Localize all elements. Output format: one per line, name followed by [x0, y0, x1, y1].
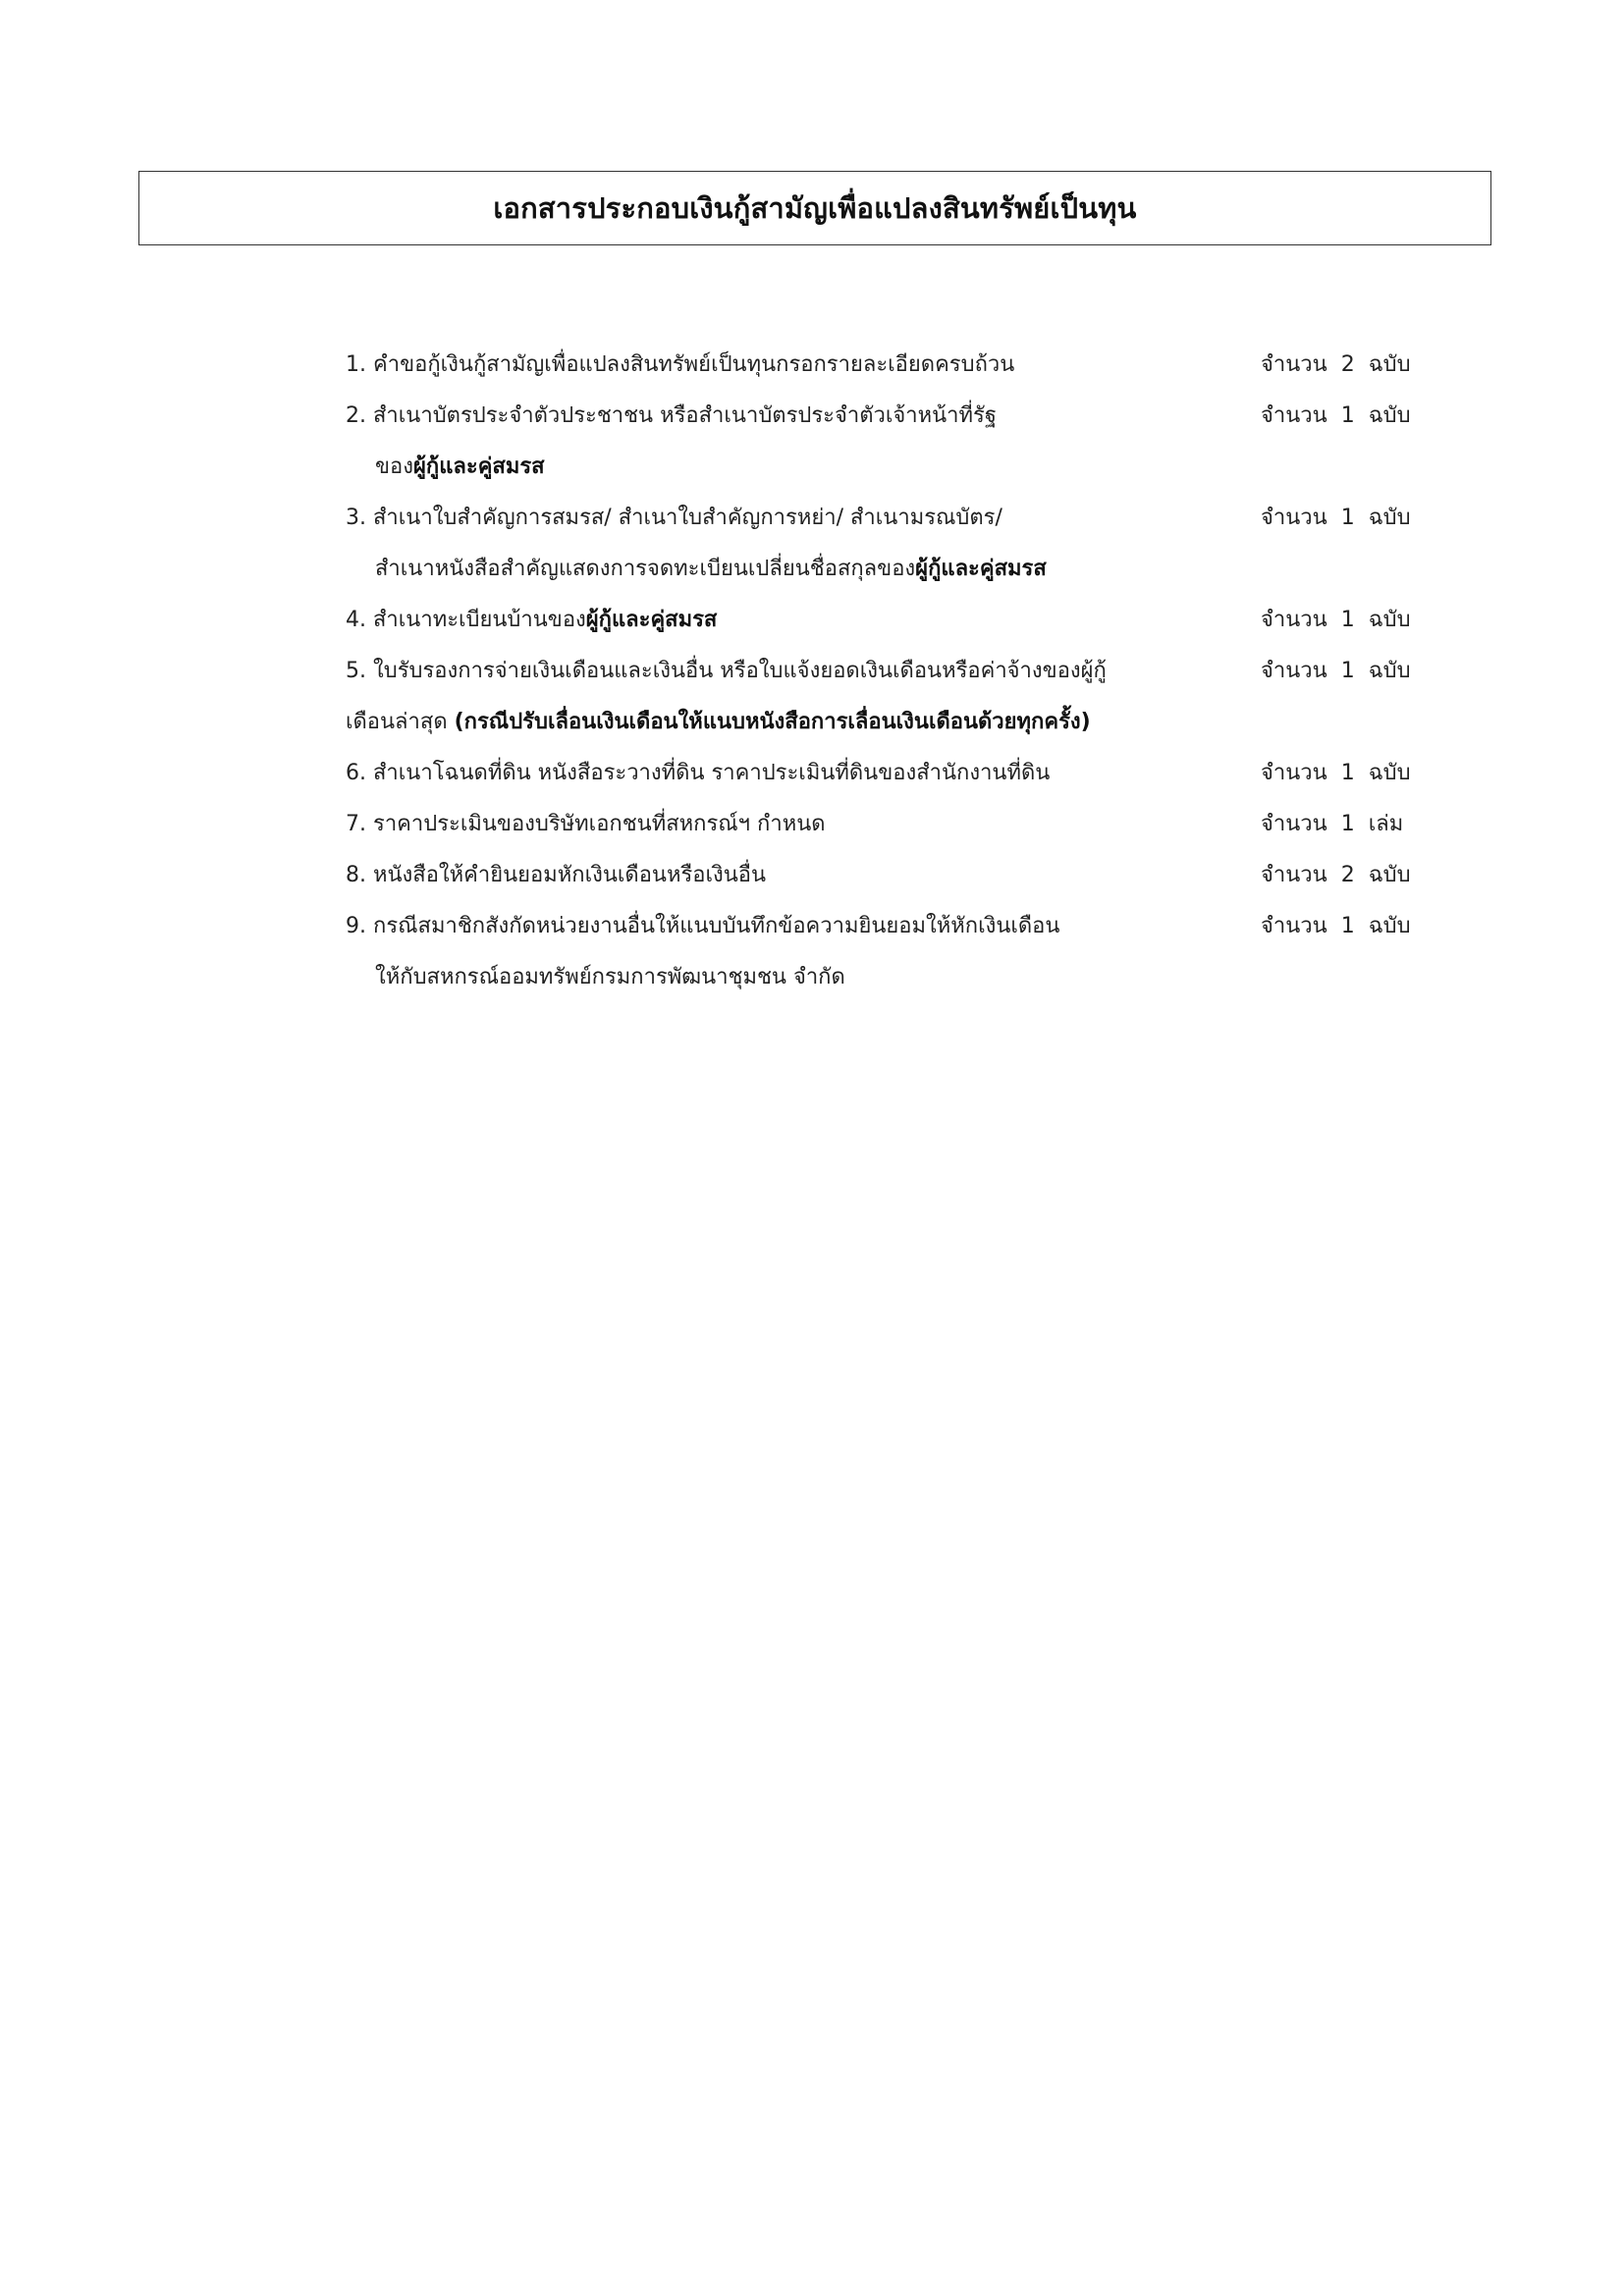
qty-value: 1: [1340, 506, 1355, 530]
qty-unit: ฉบับ: [1368, 352, 1411, 377]
qty-label: จำนวน: [1261, 914, 1327, 938]
item-line: [346, 748, 1435, 799]
continuation-bold-text: ผู้กู้และคู่สมรส: [413, 454, 545, 479]
qty-label: จำนวน: [1261, 506, 1327, 530]
list-item-8: [346, 850, 1435, 901]
continuation-bold-text: (กรณีปรับเลื่อนเงินเดือนให้แนบหนังสือการเลื่อนเงินเดือนด้วยทุกครั้ง): [454, 710, 1091, 734]
qty-unit: ฉบับ: [1368, 914, 1411, 938]
item-number: 7.: [346, 812, 366, 836]
qty-value: 1: [1340, 608, 1355, 632]
document-list: [346, 340, 1435, 1003]
item-quantity: [1261, 850, 1411, 901]
qty-unit: ฉบับ: [1368, 761, 1411, 785]
continuation-text: เดือนล่าสุด: [346, 710, 448, 734]
item-text: กรณีสมาชิกสังกัดหน่วยงานอื่นให้แนบบันทึกข้อความยินยอมให้หักเงินเดือน: [373, 914, 1060, 938]
item-text: ใบรับรองการจ่ายเงินเดือนและเงินอื่น หรือใบแจ้งยอดเงินเดือนหรือค่าจ้างของผู้กู้: [373, 659, 1107, 683]
continuation-text: ของ: [375, 454, 413, 479]
list-item-2: [346, 391, 1435, 493]
qty-value: 1: [1340, 914, 1355, 938]
item-text: คำขอกู้เงินกู้สามัญเพื่อแปลงสินทรัพย์เป็นทุนกรอกรายละเอียดครบถ้วน: [373, 352, 1015, 377]
item-text: ราคาประเมินของบริษัทเอกชนที่สหกรณ์ฯ กำหนด: [373, 812, 826, 836]
list-item-6: [346, 748, 1435, 799]
item-quantity: [1261, 646, 1411, 697]
item-text: สำเนาโฉนดที่ดิน หนังสือระวางที่ดิน ราคาประเมินที่ดินของสำนักงานที่ดิน: [373, 761, 1051, 785]
item-continuation: [346, 952, 1435, 1003]
continuation-text: สำเนาหนังสือสำคัญแสดงการจดทะเบียนเปลี่ยนชื่อสกุลของ: [375, 557, 916, 581]
item-number: 2.: [346, 403, 366, 428]
item-quantity: [1261, 799, 1403, 850]
item-text: สำเนาทะเบียนบ้านของ: [373, 608, 586, 632]
item-number: 9.: [346, 914, 366, 938]
item-quantity: [1261, 340, 1411, 391]
item-continuation: [346, 442, 1435, 493]
item-bold-text: ผู้กู้และคู่สมรส: [585, 608, 718, 632]
item-text: สำเนาบัตรประจำตัวประชาชน หรือสำเนาบัตรประจำตัวเจ้าหน้าที่รัฐ: [373, 403, 997, 428]
list-item-3: [346, 493, 1435, 595]
continuation-bold-text: ผู้กู้และคู่สมรส: [915, 557, 1047, 581]
qty-unit: ฉบับ: [1368, 403, 1411, 428]
qty-label: จำนวน: [1261, 659, 1327, 683]
qty-label: จำนวน: [1261, 863, 1327, 887]
item-line: [346, 595, 1435, 646]
qty-value: 1: [1340, 761, 1355, 785]
item-number: 1.: [346, 352, 366, 377]
continuation-text: ให้กับสหกรณ์ออมทรัพย์กรมการพัฒนาชุมชน จำกัด: [375, 965, 845, 989]
qty-value: 1: [1340, 812, 1355, 836]
qty-unit: ฉบับ: [1368, 506, 1411, 530]
list-item-7: [346, 799, 1435, 850]
qty-label: จำนวน: [1261, 761, 1327, 785]
qty-value: 1: [1340, 403, 1355, 428]
qty-label: จำนวน: [1261, 608, 1327, 632]
item-continuation: [346, 697, 1435, 748]
item-number: 6.: [346, 761, 366, 785]
item-text: หนังสือให้คำยินยอมหักเงินเดือนหรือเงินอื่น: [373, 863, 767, 887]
title-box: [138, 171, 1491, 245]
item-line: [346, 646, 1435, 697]
qty-label: จำนวน: [1261, 403, 1327, 428]
item-line: [346, 850, 1435, 901]
item-line: [346, 901, 1435, 952]
item-line: [346, 391, 1435, 442]
list-item-1: [346, 340, 1435, 391]
item-quantity: [1261, 595, 1411, 646]
qty-value: 2: [1340, 352, 1355, 377]
item-line: [346, 799, 1435, 850]
item-number: 8.: [346, 863, 366, 887]
list-item-4: [346, 595, 1435, 646]
item-text: สำเนาใบสำคัญการสมรส/ สำเนาใบสำคัญการหย่า/ สำเนามรณบัตร/: [373, 506, 1002, 530]
list-item-9: [346, 901, 1435, 1003]
item-continuation: [346, 544, 1435, 595]
item-quantity: [1261, 901, 1411, 952]
item-quantity: [1261, 391, 1411, 442]
list-item-5: [346, 646, 1435, 748]
qty-unit: ฉบับ: [1368, 659, 1411, 683]
item-number: 3.: [346, 506, 366, 530]
item-line: [346, 340, 1435, 391]
item-line: [346, 493, 1435, 544]
item-number: 4.: [346, 608, 366, 632]
qty-value: 2: [1340, 863, 1355, 887]
qty-label: จำนวน: [1261, 812, 1327, 836]
qty-unit: ฉบับ: [1368, 863, 1411, 887]
qty-value: 1: [1340, 659, 1355, 683]
qty-unit: เล่ม: [1368, 812, 1404, 836]
item-quantity: [1261, 493, 1411, 544]
qty-unit: ฉบับ: [1368, 608, 1411, 632]
page-title: เอกสารประกอบเงินกู้สามัญเพื่อแปลงสินทรัพย์เป็นทุน: [493, 191, 1137, 225]
item-number: 5.: [346, 659, 366, 683]
qty-label: จำนวน: [1261, 352, 1327, 377]
item-quantity: [1261, 748, 1411, 799]
